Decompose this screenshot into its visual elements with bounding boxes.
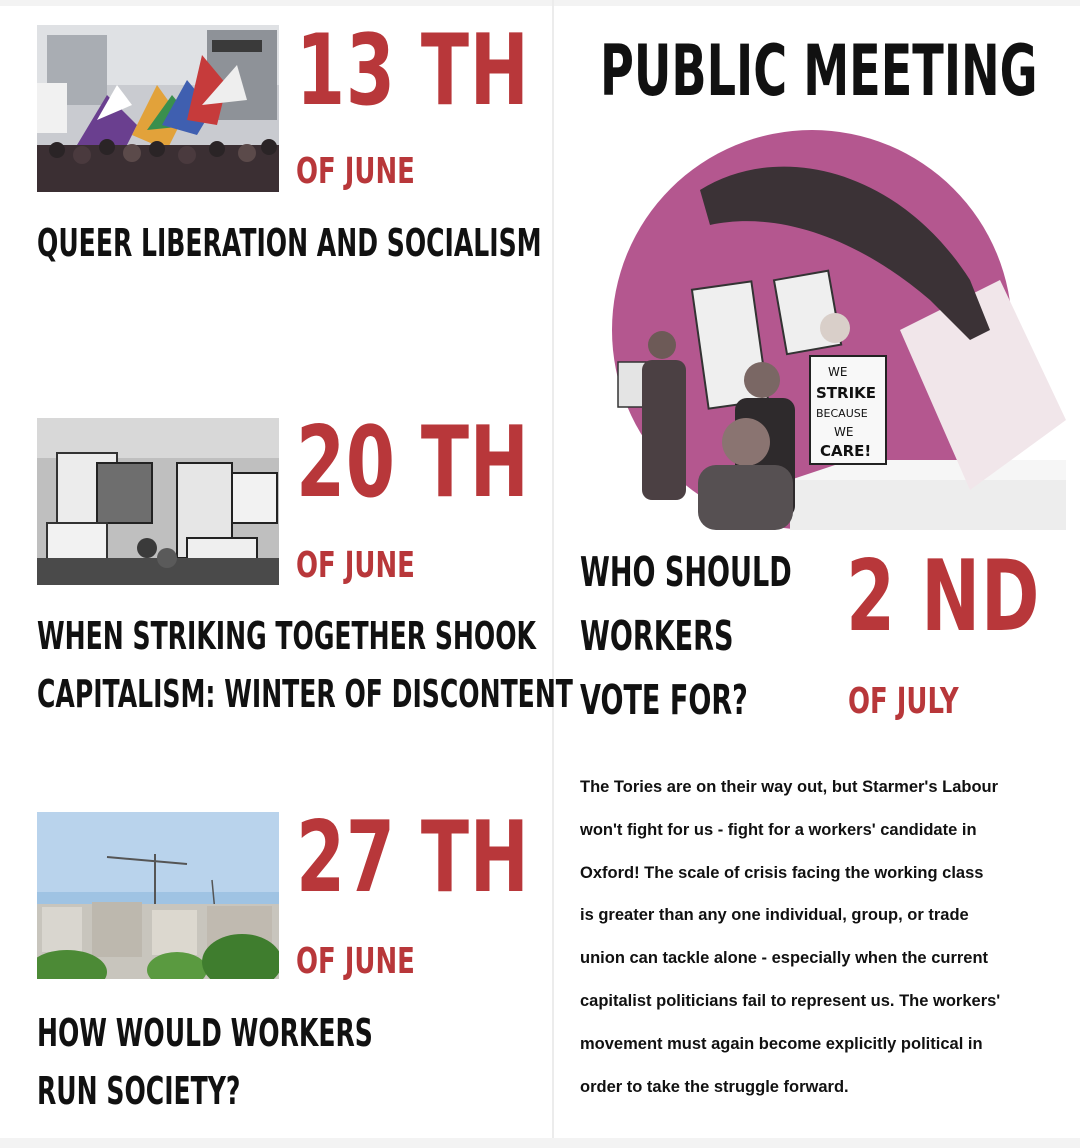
event-1-title xyxy=(37,214,542,272)
voting-strike-illustration xyxy=(600,130,1066,530)
event-2-month: OF JUNE xyxy=(296,545,415,586)
event-1-title-line: QUEER LIBERATION AND SOCIALISM xyxy=(37,221,542,265)
description-line: won't fight for us - fight for a workers' candidate in xyxy=(580,820,977,839)
event-2-day: 20 TH xyxy=(296,406,530,520)
description-line: movement must again become explicitly political in xyxy=(580,1034,983,1053)
description-line: capitalist politicians fail to represent us. The workers' xyxy=(580,991,1001,1010)
city-skyline-photo xyxy=(37,812,279,979)
page-bottom-edge xyxy=(0,1138,1080,1148)
meeting-question-line: WORKERS xyxy=(580,612,734,660)
poster-sign-word-1: WE xyxy=(828,365,848,379)
meeting-description xyxy=(580,766,1080,1108)
poster-sign-word-5: CARE! xyxy=(820,442,872,460)
poster-sign-word-4: WE xyxy=(834,425,854,439)
meeting-question-line: VOTE FOR? xyxy=(580,676,748,724)
event-3-month: OF JUNE xyxy=(296,941,415,982)
meeting-question xyxy=(580,540,792,732)
pride-march-photo xyxy=(37,25,279,192)
event-3-title-line: HOW WOULD WORKERS xyxy=(37,1011,373,1055)
meeting-day: 2 ND xyxy=(846,540,1041,654)
meeting-title: PUBLIC MEETING xyxy=(600,30,1038,112)
poster-sign-word-2: STRIKE xyxy=(816,384,877,402)
description-line: order to take the struggle forward. xyxy=(580,1077,849,1096)
event-3-title xyxy=(37,1004,373,1120)
event-1-month: OF JUNE xyxy=(296,151,415,192)
description-line: is greater than any one individual, group, or trade xyxy=(580,906,969,925)
event-2-title-line: WHEN STRIKING TOGETHER SHOOK xyxy=(37,614,536,658)
column-divider xyxy=(552,0,554,1148)
page-top-edge xyxy=(0,0,1080,6)
strike-placards-photo xyxy=(37,418,279,585)
description-line: The Tories are on their way out, but Starmer's Labour xyxy=(580,778,999,796)
event-3-title-line: RUN SOCIETY? xyxy=(37,1069,241,1113)
poster-sign-word-3: BECAUSE xyxy=(816,407,868,420)
event-2-title-line: CAPITALISM: WINTER OF DISCONTENT xyxy=(37,672,573,716)
event-3-day: 27 TH xyxy=(296,801,530,915)
meeting-month: OF JULY xyxy=(848,681,959,722)
meeting-question-line: WHO SHOULD xyxy=(580,548,792,596)
event-2-title xyxy=(37,607,573,723)
description-line: Oxford! The scale of crisis facing the working class xyxy=(580,863,984,882)
description-line: union can tackle alone - especially when the current xyxy=(580,949,989,968)
event-1-day: 13 TH xyxy=(296,14,530,128)
